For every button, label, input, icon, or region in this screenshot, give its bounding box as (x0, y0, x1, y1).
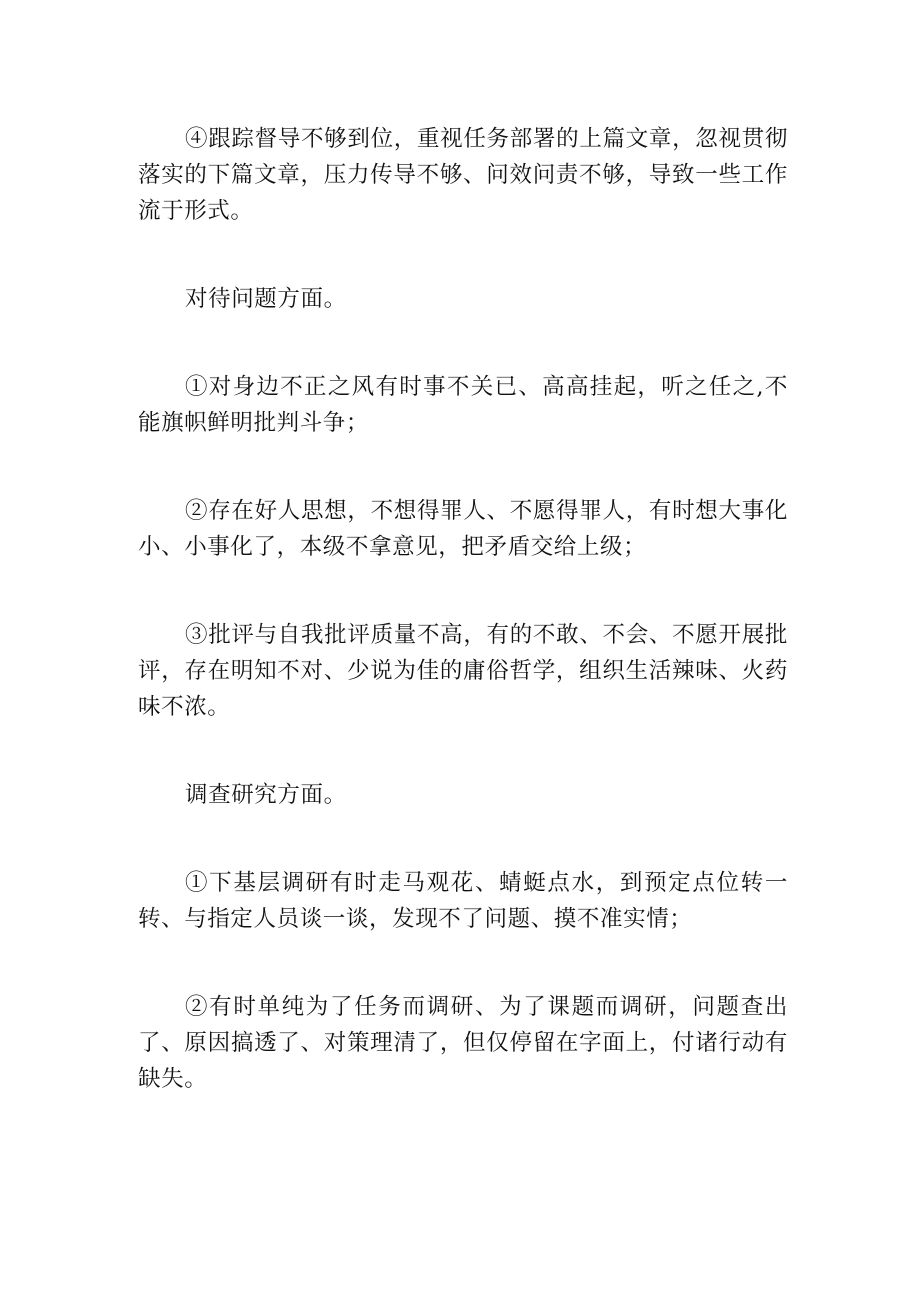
paragraph-grassroots-research: ①下基层调研有时走马观花、蜻蜓点水，到预定点位转一转、与指定人员谈一谈，发现不了问题、摸不准实情； (138, 870, 788, 932)
paragraph-criticism-quality: ③批评与自我批评质量不高，有的不敢、不会、不愿开展批评，存在明知不对、少说为佳的庸俗哲学，组织生活辣味、火药味不浓。 (138, 622, 788, 720)
document-body (138, 121, 788, 1097)
paragraph-unhealthy-trends: ①对身边不正之风有时事不关已、高高挂起，听之任之,不能旗帜鲜明批判斗争； (138, 374, 788, 436)
paragraph-tracking-supervision: ④跟踪督导不够到位，重视任务部署的上篇文章，忽视贯彻落实的下篇文章，压力传导不够、问效问责不够，导致一些工作流于形式。 (138, 126, 788, 224)
paragraph-research-for-tasks: ②有时单纯为了任务而调研、为了课题而调研，问题查出了、原因搞透了、对策理清了，但仅停留在字面上，付诸行动有缺失。 (138, 994, 788, 1092)
section-heading-investigation-research: 调查研究方面。 (185, 782, 347, 808)
paragraph-good-person-mindset: ②存在好人思想，不想得罪人、不愿得罪人，有时想大事化小、小事化了，本级不拿意见，把矛盾交给上级； (138, 498, 788, 560)
section-heading-handling-problems: 对待问题方面。 (185, 286, 347, 312)
